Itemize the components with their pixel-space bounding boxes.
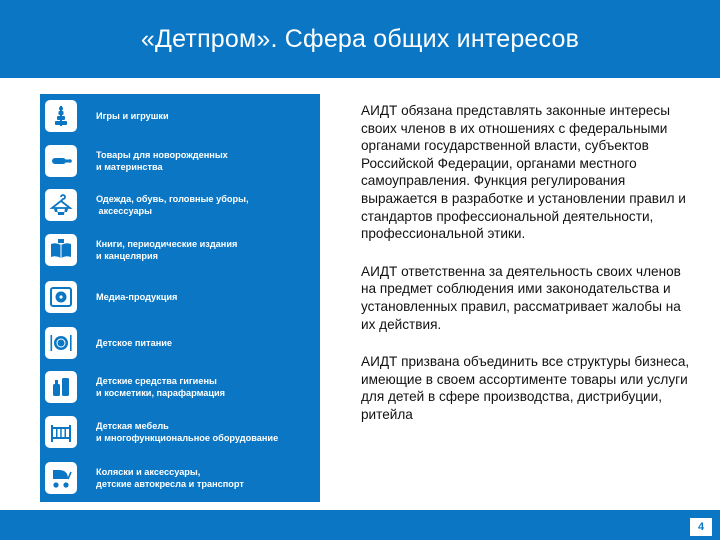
category-newborn [40, 141, 320, 181]
paragraph: АИДТ обязана представлять законные интересы своих членов в их отношениях с федеральными органами государственной власти, субъектов Российской Федерации, органами местного самоуправления. Функция регулирования выражается в разработке и установлении правил и стандартов профессиональной деятельности, профессиональной этики. [361, 103, 686, 242]
crib-icon [45, 416, 77, 448]
category-furniture [40, 412, 320, 452]
baby-bottle-icon [45, 145, 77, 177]
footer-bar [0, 510, 720, 540]
category-hygiene [40, 367, 320, 407]
plate-cutlery-icon [45, 327, 77, 359]
clothes-hanger-icon [45, 189, 77, 221]
media-disc-icon [45, 281, 77, 313]
category-label: Медиа-продукция [96, 292, 178, 302]
category-panel [40, 94, 320, 502]
body-text [361, 102, 691, 444]
category-toys [40, 96, 320, 136]
category-label: Детское питание [96, 338, 172, 348]
title-bar [0, 0, 720, 78]
paragraph: АИДТ ответственна за деятельность своих членов на предмет соблюдения ими законодательства и установленных правил, рассматривает жалобы на их действия. [361, 263, 681, 332]
category-label: Товары для новорожденных и материнства [96, 150, 228, 172]
stroller-icon [45, 462, 77, 494]
open-book-icon [45, 234, 77, 266]
category-label: Детская мебель и многофункциональное оборудование [96, 421, 279, 443]
page-number: 4 [690, 518, 712, 536]
category-strollers [40, 458, 320, 498]
toy-pyramid-icon [45, 100, 77, 132]
hygiene-bottles-icon [45, 371, 77, 403]
category-food [40, 323, 320, 363]
slide-title: «Детпром». Сфера общих интересов [140, 24, 580, 53]
category-label: Книги, периодические издания и канцелярия [96, 239, 238, 261]
category-label: Одежда, обувь, головные уборы, аксессуары [96, 194, 249, 216]
category-clothes [40, 185, 320, 225]
category-books [40, 230, 320, 270]
category-media [40, 277, 320, 317]
category-label: Детские средства гигиены и косметики, парафармация [96, 376, 226, 398]
category-label: Коляски и аксессуары, детские автокресла и транспорт [96, 467, 244, 489]
category-label: Игры и игрушки [96, 111, 169, 121]
paragraph: АИДТ призвана объединить все структуры бизнеса, имеющие в своем ассортименте товары или услуги для детей в сфере производства, дистрибуции, ритейла [361, 354, 690, 422]
